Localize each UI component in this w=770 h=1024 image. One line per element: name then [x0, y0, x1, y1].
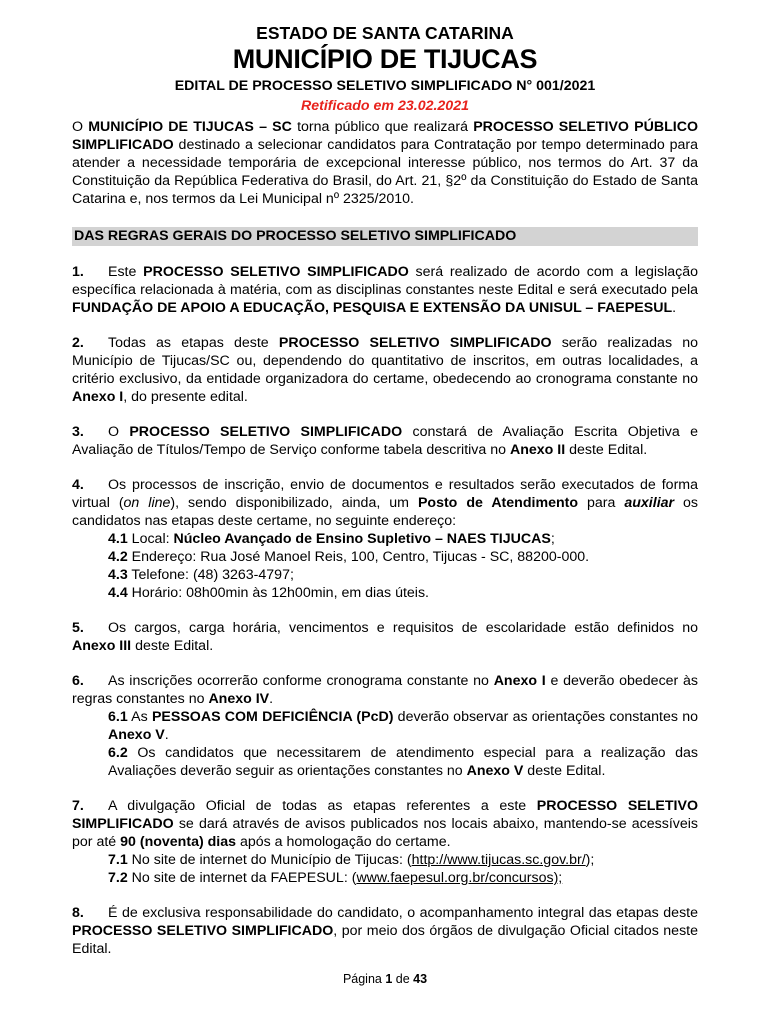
rectified-note: Retificado em 23.02.2021 [301, 98, 469, 114]
item-4-2: 4.2 Endereço: Rua José Manoel Reis, 100, Centro, Tijucas - SC, 88200-000. [108, 549, 590, 565]
municipality-heading: MUNICÍPIO DE TIJUCAS [232, 44, 538, 74]
item-6-1: 6.1 As PESSOAS COM DEFICIÊNCIA (PcD) deverão observar as orientações constantes no Anexo V. [108, 709, 698, 743]
edital-title: EDITAL DE PROCESSO SELETIVO SIMPLIFICADO N° 001/2021 [174, 78, 596, 94]
item-3: 3. O PROCESSO SELETIVO SIMPLIFICADO constará de Avaliação Escrita Objetiva e Avaliação de Títulos/Tempo de Serviço conforme tabela descritiva no Anexo II deste Edital. [72, 424, 698, 458]
state-heading: ESTADO DE SANTA CATARINA [256, 23, 514, 43]
item-6-2: 6.2 Os candidatos que necessitarem de atendimento especial para a realização das Avaliações deverão seguir as orientações constantes no Anexo V deste Edital. [108, 745, 698, 779]
faepesul-link[interactable]: www.faepesul.org.br/concursos); [356, 870, 563, 886]
item-8: 8. É de exclusiva responsabilidade do candidato, o acompanhamento integral das etapas deste PROCESSO SELETIVO SIMPLIFICADO, por meio dos órgãos de divulgação Oficial citados neste Edital. [72, 905, 699, 957]
section-title: DAS REGRAS GERAIS DO PROCESSO SELETIVO SIMPLIFICADO [72, 227, 698, 246]
item-6: 6. As inscrições ocorrerão conforme cronograma constante no Anexo I e deverão obedecer às regras constantes no Anexo IV. [72, 673, 698, 707]
item-1: 1. Este PROCESSO SELETIVO SIMPLIFICADO será realizado de acordo com a legislação específica relacionada à matéria, com as disciplinas constantes neste Edital e será executado pela FUNDAÇÃO DE APOIO A EDUCAÇÃO, PESQUISA E EXTENSÃO DA UNISUL – FAEPESUL. [72, 264, 699, 316]
item-7-2: 7.2 No site de internet da FAEPESUL: (www.faepesul.org.br/concursos); [108, 870, 563, 886]
intro-paragraph: O MUNICÍPIO DE TIJUCAS – SC torna público que realizará PROCESSO SELETIVO PÚBLICO SIMPLIFICADO destinado a selecionar candidatos para Contratação por tempo determinado para atender a necessidade temporária de excepcional interesse público, nos termos do Art. 37 da Constituição da República Federativa do Brasil, do Art. 21, §2º da Constituição do Estado de Santa Catarina e, nos termos da Lei Municipal nº 2325/2010. [72, 119, 698, 207]
item-4: 4. Os processos de inscrição, envio de documentos e resultados serão executados de forma virtual (on line), sendo disponibilizado, ainda, um Posto de Atendimento para auxiliar os candidatos nas etapas deste certame, no seguinte endereço: [72, 477, 698, 529]
item-7-1: 7.1 No site de internet do Município de Tijucas: (http://www.tijucas.sc.gov.br/); [108, 852, 595, 868]
item-2: 2. Todas as etapas deste PROCESSO SELETIVO SIMPLIFICADO serão realizadas no Município de Tijucas/SC ou, dependendo do quantitativo de inscritos, em outras localidades, a critério exclusivo, da entidade organizadora do certame, obedecendo ao cronograma constante no Anexo I, do presente edital. [72, 335, 699, 405]
item-5: 5. Os cargos, carga horária, vencimentos e requisitos de escolaridade estão definidos no Anexo III deste Edital. [72, 620, 698, 654]
tijucas-link[interactable]: http://www.tijucas.sc.gov.br/ [411, 852, 586, 868]
item-4-1: 4.1 Local: Núcleo Avançado de Ensino Supletivo – NAES TIJUCAS; [108, 531, 555, 547]
item-4-3: 4.3 Telefone: (48) 3263-4797; [108, 567, 294, 583]
page-footer: Página 1 de 43 [342, 972, 428, 986]
item-7: 7. A divulgação Oficial de todas as etapas referentes a este PROCESSO SELETIVO SIMPLIFICADO se dará através de avisos publicados nos locais abaixo, mantendo-se acessíveis por até 90 (noventa) dias após a homologação do certame. [72, 798, 698, 850]
item-4-4: 4.4 Horário: 08h00min às 12h00min, em dias úteis. [108, 585, 429, 601]
